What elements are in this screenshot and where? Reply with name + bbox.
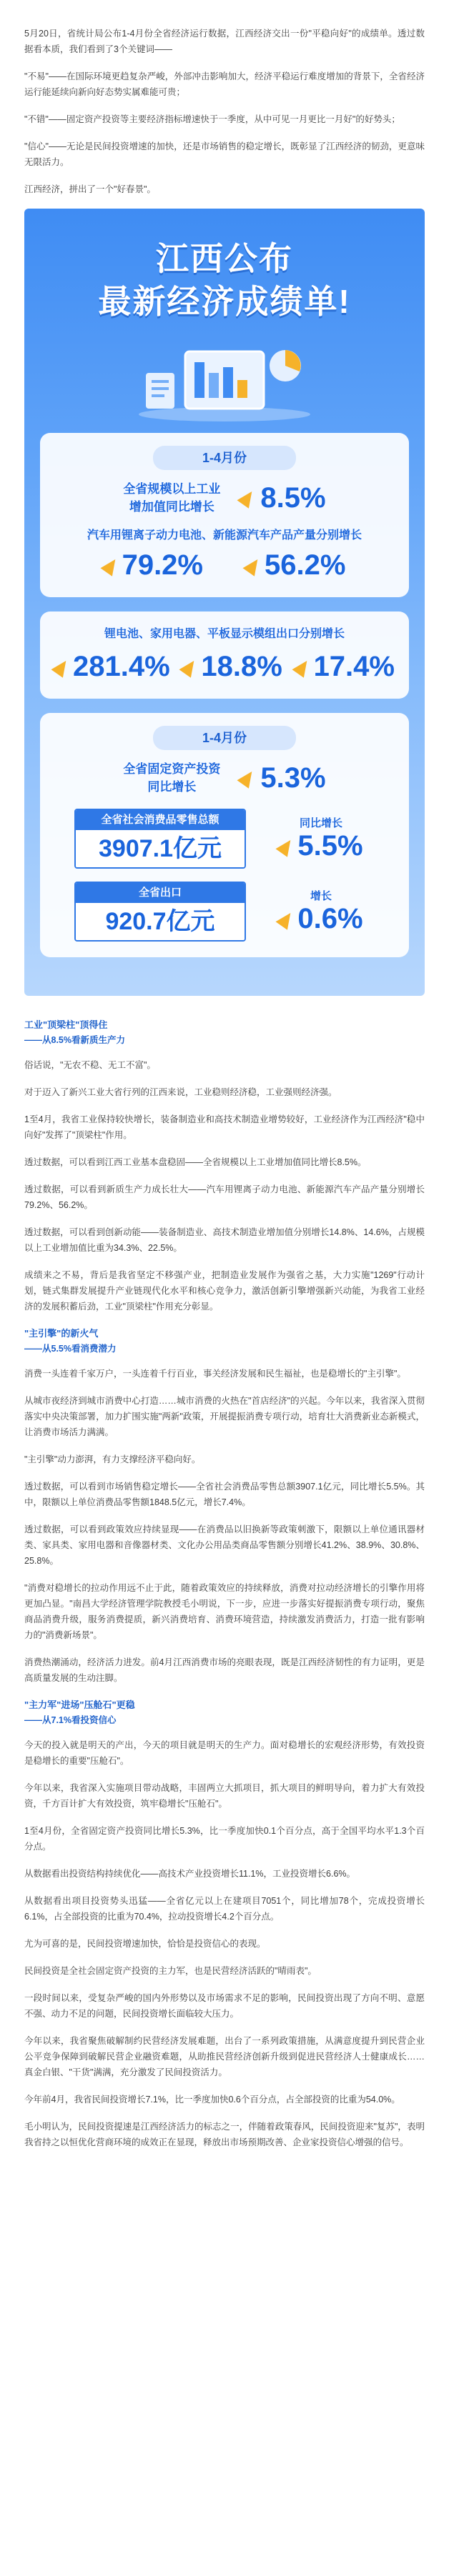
export-growth-side-label: 增长 [310, 890, 332, 902]
section-subtitle: ——从5.5%看消费潜力 [24, 1344, 117, 1354]
body-paragraph: 从数据看出项目投资势头迅猛——全省亿元以上在建项目7051个，同比增加78个，完成投资增长6.1%，占全部投资的比重为70.4%，拉动投资增长4.2个百分点。 [24, 1896, 425, 1922]
up-arrow-icon [237, 487, 258, 508]
body-paragraph: 消费热潮涌动，经济活力进发。前4月江西消费市场的亮眼表现，既是江西经济韧性的有力证明，更是高质量发展的生动注脚。 [24, 1657, 425, 1683]
infographic-title-line1: 江西公布 [156, 240, 293, 277]
body-paragraph: 民间投资是全社会固定资产投资的主力军，也是民营经济活跃的"晴雨表"。 [24, 1966, 317, 1976]
up-arrow-icon [51, 657, 71, 677]
section-heading-consumption [24, 1326, 425, 1356]
up-arrow-icon [292, 657, 312, 677]
retail-sales-box [74, 809, 246, 869]
industry-growth-label: 增加值同比增长 [129, 500, 214, 514]
up-arrow-icon [237, 767, 258, 788]
body-paragraph: 透过数据，可以看到市场销售稳定增长——全省社会消费品零售总额3907.1亿元，同比增长5.5%。其中，限额以上单位消费品零售额1848.5亿元，增长7.4%。 [24, 1482, 425, 1507]
body-paragraph: 透过数据，可以看到江西工业基本盘稳固——全省规模以上工业增加值同比增长8.5%。 [24, 1157, 367, 1167]
up-arrow-icon [276, 836, 297, 857]
report-illustration-icon [117, 330, 332, 423]
period-tag: 1-4月份 [153, 446, 296, 470]
infographic-title-line2: 最新经济成绩单! [98, 283, 351, 320]
up-arrow-icon [179, 657, 200, 677]
section-subtitle: ——从8.5%看新质生产力 [24, 1035, 125, 1045]
industry-stats-card [40, 433, 409, 597]
body-paragraph: 透过数据，可以看到政策效应持续显现——在消费品以旧换新等政策刺激下，限额以上单位通讯器材类、家具类、家用电器和音像器材类、文化办公用品类商品零售额分别增长41.2%、38.9%、30.8%、25.8%。 [24, 1524, 425, 1566]
ev-growth-value: 56.2% [246, 549, 345, 581]
up-arrow-icon [276, 909, 297, 929]
retail-growth-label: 同比增长 [299, 817, 342, 829]
body-paragraph: 今年以来，我省深入实施项目带动战略，丰固两立大抓项目，抓大项目的鲜明导向，着力扩大有效投资，千方百计扩大有效投资，筑牢稳增长"压舱石"。 [24, 1783, 425, 1809]
body-paragraph: "消费对稳增长的拉动作用远不止于此，随着政策效应的持续释放，消费对拉动经济增长的引擎作用将更加凸显。"南昌大学经济管理学院教授毛小明说，下一步，应进一步落实好提振消费专项行动，聚焦商品消费升级，服务消费提质，新兴消费培育、消费环境营造，持续激发消费活力，打造一批有影响力的"消费新场景"。 [24, 1583, 425, 1640]
industry-growth-label: 全省规模以上工业 [123, 482, 221, 496]
export-growth-label: 锂电池、家用电器、平板显示模组出口分别增长 [104, 628, 345, 640]
body-paragraph: 透过数据，可以看到新质生产力成长壮大——汽车用锂离子动力电池、新能源汽车产品产量分别增长79.2%、56.2%。 [24, 1184, 425, 1210]
body-paragraph: 尤为可喜的是，民间投资增速加快，恰恰是投资信心的表现。 [24, 1939, 266, 1949]
investment-growth-label: 同比增长 [147, 780, 197, 794]
body-paragraph: 今年以来，我省聚焦破解制约民营经济发展难题，出台了一系列政策措施，从满意度提升到民营企业公平竞争保障到破解民营企业融资难题，从助推民营经济创新升级到促进民营经济人士健康成长……真金白银、"干货"满满，充分激发了民间投资活力。 [24, 2036, 425, 2077]
intro-paragraph: "不错"——固定资产投资等主要经济指标增速快于一季度，从中可见一月更比一月好"的好势头； [24, 114, 400, 124]
lithium-export-value: 281.4% [54, 651, 170, 683]
body-paragraph: 成绩来之不易，背后是我省坚定不移强产业，把制造业发展作为强省之基，大力实施"1269"行动计划，链式集群发展提升产业链现代化水平和核心竞争力，激活创新引擎增强新兴动能，为我省工业经济的发展积蓄后劲，工业"顶梁柱"作用充分彰显。 [24, 1270, 425, 1312]
body-paragraph: 透过数据，可以看到创新动能——装备制造业、高技术制造业增加值分别增长14.8%、14.6%，占规模以上工业增加值比重为34.3%、22.5%。 [24, 1227, 425, 1253]
body-paragraph: 毛小明认为，民间投资提速是江西经济活力的标志之一，伴随着政策春风，民间投资迎来"复苏"，表明我省持之以恒优化营商环境的成效正在显现，释放出市场预期改善、企业家投资信心增强的信号。 [24, 2122, 425, 2147]
section-subtitle: ——从7.1%看投资信心 [24, 1715, 117, 1725]
export-total-label: 全省出口 [76, 883, 245, 903]
battery-growth-value: 79.2% [104, 549, 203, 581]
intro-paragraph: "不易"——在国际环境更趋复杂严峻，外部冲击影响加大，经济平稳运行难度增加的背景下，全省经济运行能延续向新向好态势实属难能可贵； [24, 71, 425, 97]
export-total-box [74, 882, 246, 942]
section-heading-industry [24, 1017, 425, 1047]
intro-paragraph: "信心"——无论是民间投资增速的加快，还是市场销售的稳定增长，既彰显了江西经济的韧劲，更意味无限活力。 [24, 141, 425, 167]
export-stats-card [40, 611, 409, 699]
investment-growth-value: 5.3% [240, 762, 325, 794]
section-heading-investment [24, 1697, 425, 1727]
up-arrow-icon [100, 555, 121, 576]
retail-growth-value: 5.5% [267, 830, 375, 862]
export-growth-side-value: 0.6% [267, 903, 375, 935]
industry-growth-value: 8.5% [240, 482, 325, 514]
body-paragraph: 对于迈入了新兴工业大省行列的江西来说，工业稳则经济稳，工业强则经济强。 [24, 1087, 337, 1097]
body-paragraph: 俗话说，"无农不稳、无工不富"。 [24, 1060, 156, 1070]
investment-stats-card [40, 713, 409, 957]
retail-sales-label: 全省社会消费品零售总额 [76, 810, 245, 830]
period-tag: 1-4月份 [153, 726, 296, 750]
body-paragraph: 1至4月，我省工业保持较快增长，装备制造业和高技术制造业增势较好，工业经济作为江西经济"稳中向好"发挥了"顶梁柱"作用。 [24, 1114, 425, 1140]
body-paragraph: 消费一头连着千家万户，一头连着千行百业，事关经济发展和民生福祉，也是稳增长的"主引擎"。 [24, 1369, 406, 1379]
body-paragraph: "主引擎"动力澎湃，有力支撑经济平稳向好。 [24, 1454, 201, 1464]
section-title: "主力军"进场"压舱石"更稳 [24, 1699, 135, 1710]
body-paragraph: 1至4月份，全省固定资产投资同比增长5.3%，比一季度加快0.1个百分点，高于全国平均水平1.3个百分点。 [24, 1826, 425, 1852]
body-paragraph: 今年前4月，我省民间投资增长7.1%，比一季度加快0.6个百分点，占全部投资的比重为54.0%。 [24, 2095, 400, 2105]
export-total-value: 920.7亿元 [76, 903, 245, 940]
display-export-value: 17.4% [295, 651, 395, 683]
section-title: "主引擎"的新火气 [24, 1328, 99, 1339]
battery-ev-label: 汽车用锂离子动力电池、新能源汽车产品产量分别增长 [87, 529, 362, 541]
retail-sales-value: 3907.1亿元 [76, 830, 245, 867]
intro-paragraph: 江西经济，拼出了一个"好春景"。 [24, 184, 156, 194]
up-arrow-icon [242, 555, 263, 576]
intro-paragraph: 5月20日，省统计局公布1-4月份全省经济运行数据，江西经济交出一份"平稳向好"的成绩单。透过数据看本质，我们看到了3个关键词—— [24, 29, 425, 54]
appliance-export-value: 18.8% [182, 651, 282, 683]
economy-infographic [24, 209, 425, 996]
body-paragraph: 一段时间以来，受复杂严峻的国内外形势以及市场需求不足的影响，民间投资出现了方向不明、意愿不强、动力不足的问题，民间投资增长面临较大压力。 [24, 1993, 425, 2019]
body-paragraph: 从城市夜经济到城市消费中心打造……城市消费的火热在"首店经济"的兴起。今年以来，我省深入贯彻落实中央决策部署，加力扩围实施"两新"政策，开展提振消费专项行动，培育壮大消费新业态新模式，让消费市场活力满满。 [24, 1396, 425, 1437]
body-paragraph: 从数据看出投资结构持续优化——高技术产业投资增长11.1%，工业投资增长6.6%。 [24, 1869, 356, 1879]
section-title: 工业"顶梁柱"顶得住 [24, 1019, 108, 1030]
investment-growth-label: 全省固定资产投资 [123, 762, 221, 776]
body-paragraph: 今天的投入就是明天的产出，今天的项目就是明天的生产力。面对稳增长的宏观经济形势，有效投资是稳增长的重要"压舱石"。 [24, 1740, 425, 1766]
